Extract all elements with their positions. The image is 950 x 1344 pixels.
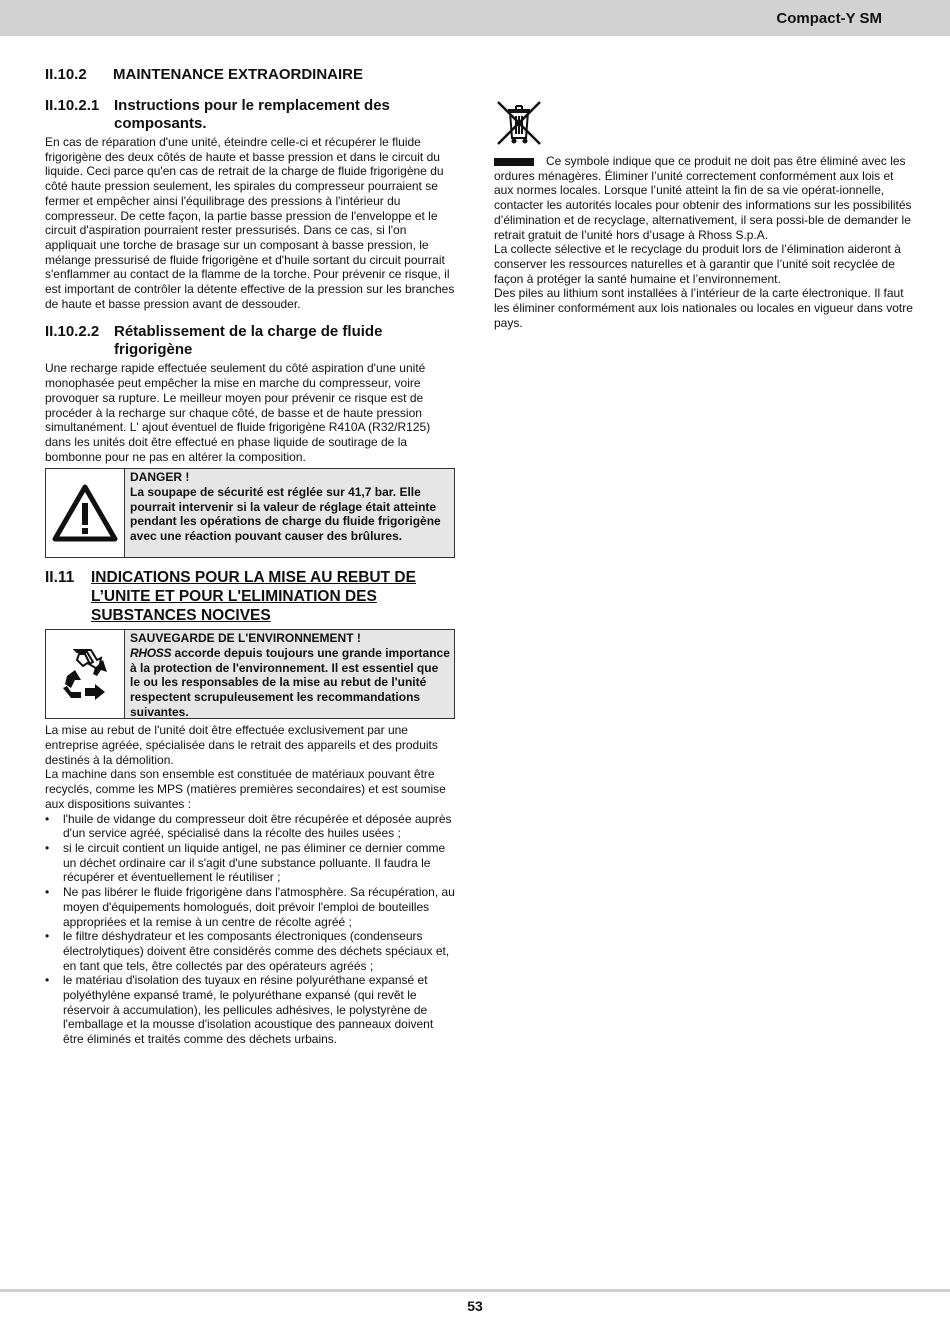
left-column (45, 66, 455, 1047)
subsection-heading (45, 323, 455, 359)
paragraph: Une recharge rapide effectuée seulement du côté aspiration d'une unité monophasée peut empêcher la mise en marche du compresseur, voire provoquer sa rupture. Le meilleur moyen pour prévenir ce risque est de procéder à la recharge sur chaque côté, de basse et de haute pression simultanément. L' ajout éventuel de fluide frigorigène R410A (R32/R125) dans les unités doit être effectué en phase liquide de soutirage de la bombonne pour ne pas en altérer la composition. (45, 361, 431, 464)
section-heading (45, 568, 455, 625)
list-item-text: le filtre déshydrateur et les composants électroniques (condenseurs électrolytiques) doivent être considérés comme des déchets spéciaux et, en tant que tels, être collectés par des opérateurs agréés ; (63, 929, 450, 973)
list-item-text: l'huile de vidange du compresseur doit être récupérée et déposée auprès d'un service agréé, spécialisé dans la récolte des huiles usées ; (63, 811, 452, 841)
page-number: 53 (467, 1298, 483, 1314)
danger-text (125, 469, 454, 557)
danger-box (45, 468, 455, 558)
right-column (494, 98, 914, 330)
header-bar (0, 0, 950, 36)
document-title: Compact-Y SM (776, 10, 882, 27)
weee-bar (494, 158, 534, 166)
environment-box (45, 629, 455, 719)
subsection-title: Instructions pour le remplacement des composants. (114, 97, 390, 132)
section-title: MAINTENANCE EXTRAORDINAIRE (113, 66, 364, 83)
environment-message-text: accorde depuis toujours une grande importance à la protection de l'environnement. Il est essentiel que le ou les responsables de la mise au rebut de l'unité respectent scrupuleusement les recommandations suivantes. (130, 646, 450, 719)
section-heading (45, 66, 455, 83)
section-number: II.10.2 (45, 66, 87, 83)
recycle-icon (46, 630, 125, 718)
list-item: • Ne pas libérer le fluide frigorigène dans l'atmosphère. Sa récupération, au moyen d'équipements homologués, doit prévoir l'emploi de bouteilles appropriées et la remise à un centre de récolte agréé ; (45, 885, 455, 929)
danger-title: DANGER ! (130, 470, 190, 485)
subsection-number: II.10.2.2 (45, 323, 100, 341)
list-item: • le filtre déshydrateur et les composants électroniques (condenseurs électrolytiques) doivent être considérés comme des déchets spéciaux et, en tant que tels, être collectés par des opérateurs agréés ; (45, 929, 455, 973)
environment-text (125, 630, 454, 718)
list-item: • le matériau d'isolation des tuyaux en résine polyuréthane expansé et polyéthylène expansé tramé, le polyuréthane expansé (qui revêt le réservoir à accumulation), les pellicules adhésives, le polystyrène de l'emballage et la mousse d'isolation acoustique des panneaux doivent être éliminés et traités comme des déchets urbains. (45, 973, 455, 1047)
environment-message (130, 646, 450, 720)
list-item-text: le matériau d'isolation des tuyaux en résine polyuréthane expansé et polyéthylène expansé tramé, le polyuréthane expansé (qui revêt le réservoir à accumulation), les pellicules adhésives, le polystyrène de l'emballage et la mousse d'isolation acoustique des panneaux doivent être éliminés et traités comme des déchets urbains. (63, 973, 434, 1047)
subsection-heading (45, 97, 455, 133)
list-item: • si le circuit contient un liquide antigel, ne pas éliminer ce dernier comme un déchet ordinaire car il s'agit d'une substance polluante. Il faudra le récupérer et éventuellement le réutiliser ; (45, 841, 455, 885)
crossed-out-bin-icon (494, 98, 544, 148)
environment-title: SAUVEGARDE DE L'ENVIRONNEMENT ! (130, 631, 361, 646)
weee-text: Ce symbole indique que ce produit ne doit pas être éliminé avec les ordures ménagères. Éliminer l’unité correctement conformément aux lois et aux normes locales. Lorsque l’unité atteint la fin de sa vie opérat-ionnelle, contacter les autorités locales pour obtenir des informations sur les possibilités d’élimination et de recyclage, alternativement, il sera possi-ble de demander le retrait gratuit de l’unité hors d’usage à Rhoss S.p.A. (494, 154, 912, 242)
paragraph: La collecte sélective et le recyclage du produit lors de l’élimination aideront à conserver les ressources naturelles et à garantir que l’unité soit recyclée de façon à protéger la santé humaine et l’environnement. (494, 242, 901, 286)
paragraph: La machine dans son ensemble est constituée de matériaux pouvant être recyclés, comme les MPS (matières premières secondaires) et est soumise aux dispositions suivantes : (45, 767, 446, 811)
paragraph: Des piles au lithium sont installées à l’intérieur de la carte électronique. Il faut les éliminer conformément aux lois nationales ou locales en vigueur dans votre pays. (494, 286, 913, 330)
list-item: • l'huile de vidange du compresseur doit être récupérée et déposée auprès d'un service agréé, spécialisé dans la récolte des huiles usées ; (45, 812, 455, 841)
subsection-title: Rétablissement de la charge de fluide frigorigène (114, 323, 383, 359)
warning-triangle-icon (46, 469, 125, 557)
footer-divider (0, 1289, 950, 1292)
section-title: INDICATIONS POUR LA MISE AU REBUT DE L’UNITE ET POUR L'ELIMINATION DES SUBSTANCES NOCIVES (91, 569, 416, 625)
list-item-text: Ne pas libérer le fluide frigorigène dans l'atmosphère. Sa récupération, au moyen d'équipements homologués, doit prévoir l'emploi de bouteilles appropriées et la remise à un centre de récolte agréé ; (63, 885, 455, 929)
danger-message: La soupape de sécurité est réglée sur 41,7 bar. Elle pourrait intervenir si la valeur de réglage était atteinte pendant les opérations de charge du fluide frigorigène avec une réaction pouvant causer des brûlures. (130, 485, 441, 544)
paragraph (494, 154, 914, 242)
brand-logo: RHOSS (130, 646, 172, 661)
subsection-number: II.10.2.1 (45, 97, 100, 114)
paragraph: La mise au rebut de l'unité doit être effectuée exclusivement par une entreprise agréée, spécialisée dans le retrait des appareils et des produits destinés à la démolition. (45, 723, 438, 767)
section-number: II.11 (45, 569, 75, 587)
paragraph: En cas de réparation d'une unité, éteindre celle-ci et récupérer le fluide frigorigène des deux côtés de haute et basse pression et dans le circuit du liquide. Ceci parce qu'en cas de retrait de la charge de fluide frigorigène du côté haute pression seulement, les spirales du compresseur pourraient se fermer et empêcher ainsi l'équilibrage des pressions à l'intérieur du compresseur. De cette façon, la partie basse pression de l'enveloppe et le circuit d'aspiration pourraient rester pressurisés. Dans ce cas, si l'on appliquait une torche de brasage sur un composant à basse pression, le mélange pressurisé de fluide frigorigène et d'huile sortant du circuit pourrait s'enflammer au contact de la flamme de la torche. Pour prévenir ce risque, il est important de contrôler la détente effective de la pression sur les branches de haute et basse pression avant de dessouder. (45, 135, 455, 311)
list-item-text: si le circuit contient un liquide antigel, ne pas éliminer ce dernier comme un déchet ordinaire car il s'agit d'une substance polluante. Il faudra le récupérer et éventuellement le réutiliser ; (63, 840, 446, 885)
